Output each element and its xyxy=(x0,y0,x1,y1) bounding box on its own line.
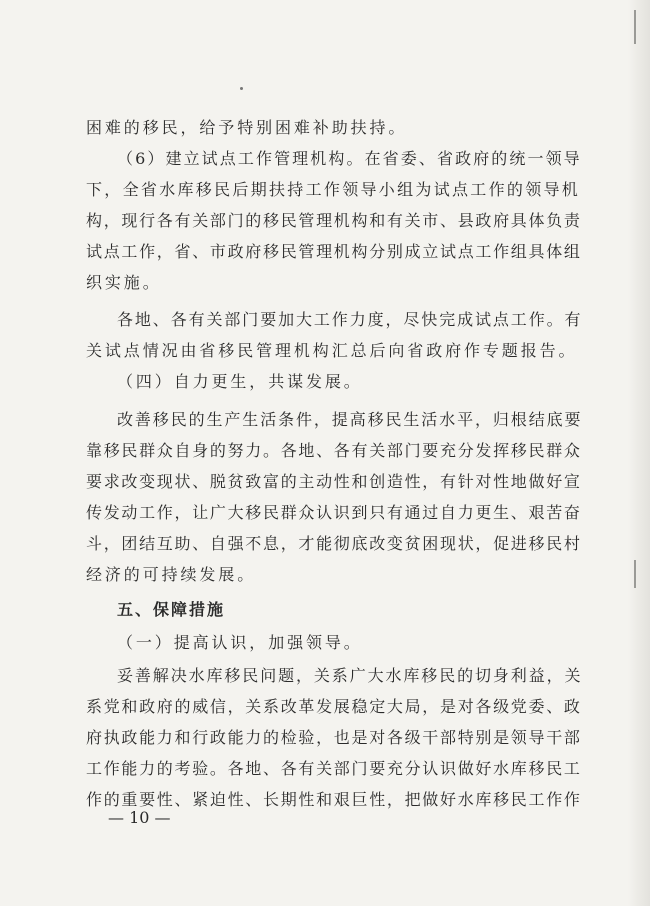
body-line-22: 作的重要性、紧迫性、长期性和艰巨性，把做好水库移民工作作 xyxy=(86,790,582,809)
body-line-8: 关试点情况由省移民管理机构汇总后向省政府作专题报告。 xyxy=(86,341,578,360)
scan-edge-mark xyxy=(634,560,636,588)
scan-right-edge xyxy=(628,0,650,906)
page-number: — 10 — xyxy=(108,808,171,827)
section-heading-4: （四）自力更生，共谋发展。 xyxy=(117,372,363,391)
body-line-6: 织实施。 xyxy=(86,273,162,292)
body-line-15: 经济的可持续发展。 xyxy=(86,565,257,584)
scan-speck xyxy=(240,87,243,90)
body-line-3: 下，全省水库移民后期扶持工作领导小组为试点工作的领导机 xyxy=(86,180,581,199)
body-line-21: 工作能力的考验。各地、各有关部门要充分认识做好水库移民工 xyxy=(86,759,582,778)
body-line-10: 改善移民的生产生活条件，提高移民生活水平，归根结底要 xyxy=(117,410,583,429)
body-line-5: 试点工作，省、市政府移民管理机构分别成立试点工作组具体组 xyxy=(86,242,582,261)
body-line-20: 府执政能力和行政能力的检验，也是对各级干部特别是领导干部 xyxy=(86,728,582,747)
chapter-heading-5: 五、保障措施 xyxy=(117,600,226,619)
scan-edge-mark xyxy=(634,10,636,44)
body-line-14: 斗，团结互助、自强不息，才能彻底改变贫困现状，促进移民村 xyxy=(86,534,582,553)
body-line-1: 困难的移民，给予特别困难补助扶持。 xyxy=(86,118,408,137)
body-line-4: 构，现行各有关部门的移民管理机构和有关市、县政府具体负责 xyxy=(86,211,582,230)
body-line-19: 系党和政府的威信，关系改革发展稳定大局，是对各级党委、政 xyxy=(86,697,582,716)
body-line-11: 靠移民群众自身的努力。各地、各有关部门要充分发挥移民群众 xyxy=(86,441,582,460)
body-line-18: 妥善解决水库移民问题，关系广大水库移民的切身利益，关 xyxy=(117,666,583,685)
body-line-13: 传发动工作，让广大移民群众认识到只有通过自力更生、艰苦奋 xyxy=(86,503,582,522)
body-line-2: （6）建立试点工作管理机构。在省委、省政府的统一领导 xyxy=(117,149,582,168)
section-heading-1: （一）提高认识，加强领导。 xyxy=(117,633,363,652)
body-line-12: 要求改变现状、脱贫致富的主动性和创造性，有针对性地做好宣 xyxy=(86,472,582,491)
body-line-7: 各地、各有关部门要加大工作力度，尽快完成试点工作。有 xyxy=(117,310,583,329)
